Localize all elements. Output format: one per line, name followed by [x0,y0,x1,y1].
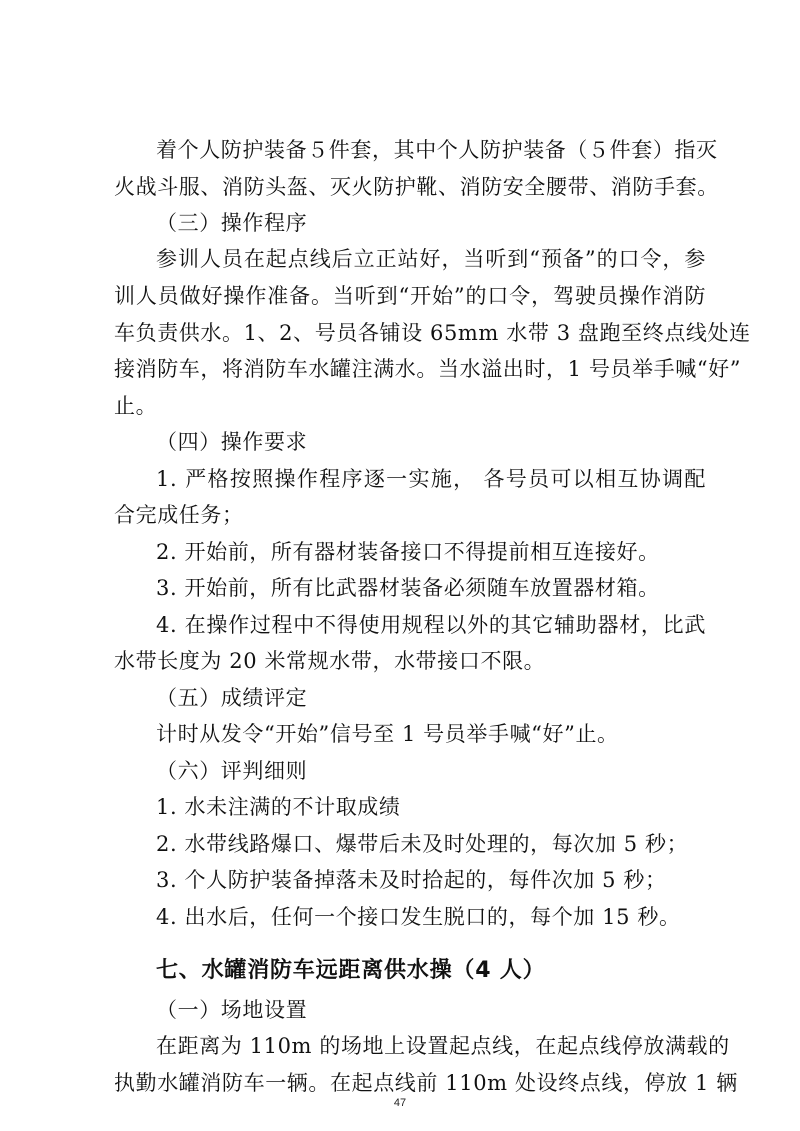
section-heading-site-setup: （一）场地设置 [156,998,308,1022]
paragraph-line-5: 车负责供水。1、2、号员各铺设 65mm 水带 3 盘跑至终点线处连 [114,321,751,345]
paragraph-line-4: 训人员做好操作准备。当听到“开始”的口令，驾驶员操作消防 [114,284,706,308]
section-heading-operation-procedure: （三）操作程序 [156,211,308,235]
paragraph-line-3: 参训人员在起点线后立正站好，当听到“预备”的口令，参 [156,247,706,271]
section-heading-operation-requirements: （四）操作要求 [156,430,308,454]
section-heading-scoring: （五）成绩评定 [156,686,308,710]
judging-rule-2: 2. 水带线路爆口、爆带后未及时处理的，每次加 5 秒； [156,832,689,856]
page-number: 47 [393,1097,407,1109]
chapter-heading-long-distance-water-supply: 七、水罐消防车远距离供水操（4 人） [156,958,546,983]
paragraph-line-7: 止。 [114,394,158,418]
paragraph-line-6: 接消防车，将消防车水罐注满水。当水溢出时，1 号员举手喊“好” [114,357,742,381]
judging-rule-3: 3. 个人防护装备掉落未及时拾起的，每件次加 5 秒； [156,868,667,892]
site-setup-line-2: 执勤水罐消防车一辆。在起点线前 110m 处设终点线，停放 1 辆 [114,1071,738,1095]
requirement-item-3: 3. 开始前，所有比武器材装备必须随车放置器材箱。 [156,576,660,600]
scoring-text: 计时从发令“开始”信号至 1 号员举手喊“好”止。 [156,722,619,746]
judging-rule-4: 4. 出水后，任何一个接口发生脱口的，每个加 15 秒。 [156,905,681,929]
requirement-item-2: 2. 开始前，所有器材装备接口不得提前相互连接好。 [156,540,660,564]
section-heading-judging-rules: （六）评判细则 [156,759,308,783]
paragraph-line-2: 火战斗服、消防头盔、灭火防护靴、消防安全腰带、消防手套。 [114,175,719,199]
site-setup-line-1: 在距离为 110m 的场地上设置起点线，在起点线停放满载的 [156,1034,730,1058]
requirement-item-1: 1. 严格按照操作程序逐一实施， 各号员可以相互协调配 [156,467,706,491]
judging-rule-1: 1. 水未注满的不计取成绩 [156,795,401,819]
paragraph-line-1: 着个人防护装备５件套，其中个人防护装备（５件套）指灭 [156,138,718,162]
requirement-item-4: 4. 在操作过程中不得使用规程以外的其它辅助器材，比武 [156,613,706,637]
requirement-item-1-continued: 合完成任务； [114,503,244,527]
requirement-item-4-continued: 水带长度为 20 米常规水带，水带接口不限。 [114,649,546,673]
